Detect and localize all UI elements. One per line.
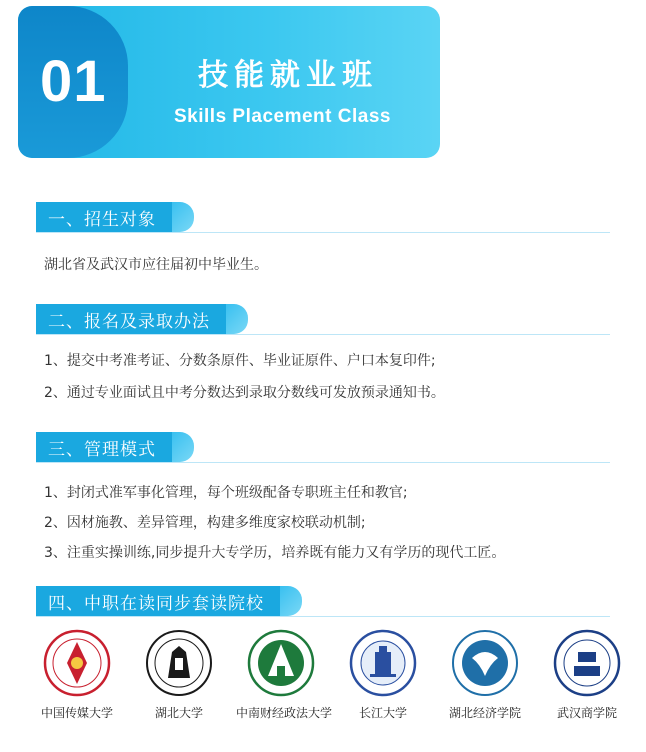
section-heading-label: 一、招生对象 bbox=[36, 202, 172, 232]
school-wbu bbox=[542, 628, 632, 721]
section-text-line: 湖北省及武汉市应往届初中毕业生。 bbox=[44, 257, 268, 273]
school-name: 湖北经济学院 bbox=[448, 706, 521, 720]
section-heading-target bbox=[36, 202, 194, 232]
section-heading-label: 三、管理模式 bbox=[36, 432, 172, 462]
section-text-line: 2、通过专业面试且中考分数达到录取分数线可发放预录通知书。 bbox=[44, 385, 445, 401]
section-heading-label: 二、报名及录取办法 bbox=[36, 304, 226, 334]
hbue-logo-icon bbox=[450, 628, 520, 698]
school-hubu bbox=[134, 628, 224, 721]
school-name: 武汉商学院 bbox=[556, 706, 617, 720]
school-cuc bbox=[32, 628, 122, 721]
school-name: 长江大学 bbox=[358, 706, 407, 720]
school-zuel bbox=[236, 628, 333, 721]
yangtze-logo-icon bbox=[348, 628, 418, 698]
heading-tab-decoration bbox=[226, 304, 248, 334]
heading-tab-decoration bbox=[280, 586, 302, 616]
school-name: 中南财经政法大学 bbox=[236, 706, 333, 720]
section-text-line: 2、因材施教、差异管理，构建多维度家校联动机制; bbox=[44, 515, 366, 531]
section-text-line: 3、注重实操训练,同步提升大专学历，培养既有能力又有学历的现代工匠。 bbox=[44, 545, 506, 561]
class-title: 技能就业班 bbox=[198, 58, 378, 93]
school-logo-row bbox=[36, 628, 626, 748]
section-divider bbox=[36, 232, 610, 233]
section-divider bbox=[36, 462, 610, 463]
school-hbue bbox=[440, 628, 530, 721]
school-yangtze bbox=[338, 628, 428, 721]
school-name: 中国传媒大学 bbox=[40, 706, 113, 720]
class-number: 01 bbox=[40, 49, 107, 114]
section-heading-label: 四、中职在读同步套读院校 bbox=[36, 586, 280, 616]
section-heading-management bbox=[36, 432, 194, 462]
class-number-badge bbox=[18, 6, 128, 158]
section-text-line: 1、封闭式准军事化管理，每个班级配备专职班主任和教官; bbox=[44, 485, 408, 501]
wbu-logo-icon bbox=[552, 628, 622, 698]
zuel-logo-icon bbox=[246, 628, 316, 698]
section-divider bbox=[36, 334, 610, 335]
school-name: 湖北大学 bbox=[154, 706, 203, 720]
section-heading-admission bbox=[36, 304, 248, 334]
hubu-logo-icon bbox=[144, 628, 214, 698]
section-text-line: 1、提交中考准考证、分数条原件、毕业证原件、户口本复印件; bbox=[44, 353, 436, 369]
cuc-logo-icon bbox=[42, 628, 112, 698]
heading-tab-decoration bbox=[172, 202, 194, 232]
class-banner bbox=[18, 6, 440, 158]
section-heading-partner-schools bbox=[36, 586, 302, 616]
heading-tab-decoration bbox=[172, 432, 194, 462]
section-divider bbox=[36, 616, 610, 617]
class-subtitle: Skills Placement Class bbox=[174, 106, 391, 127]
